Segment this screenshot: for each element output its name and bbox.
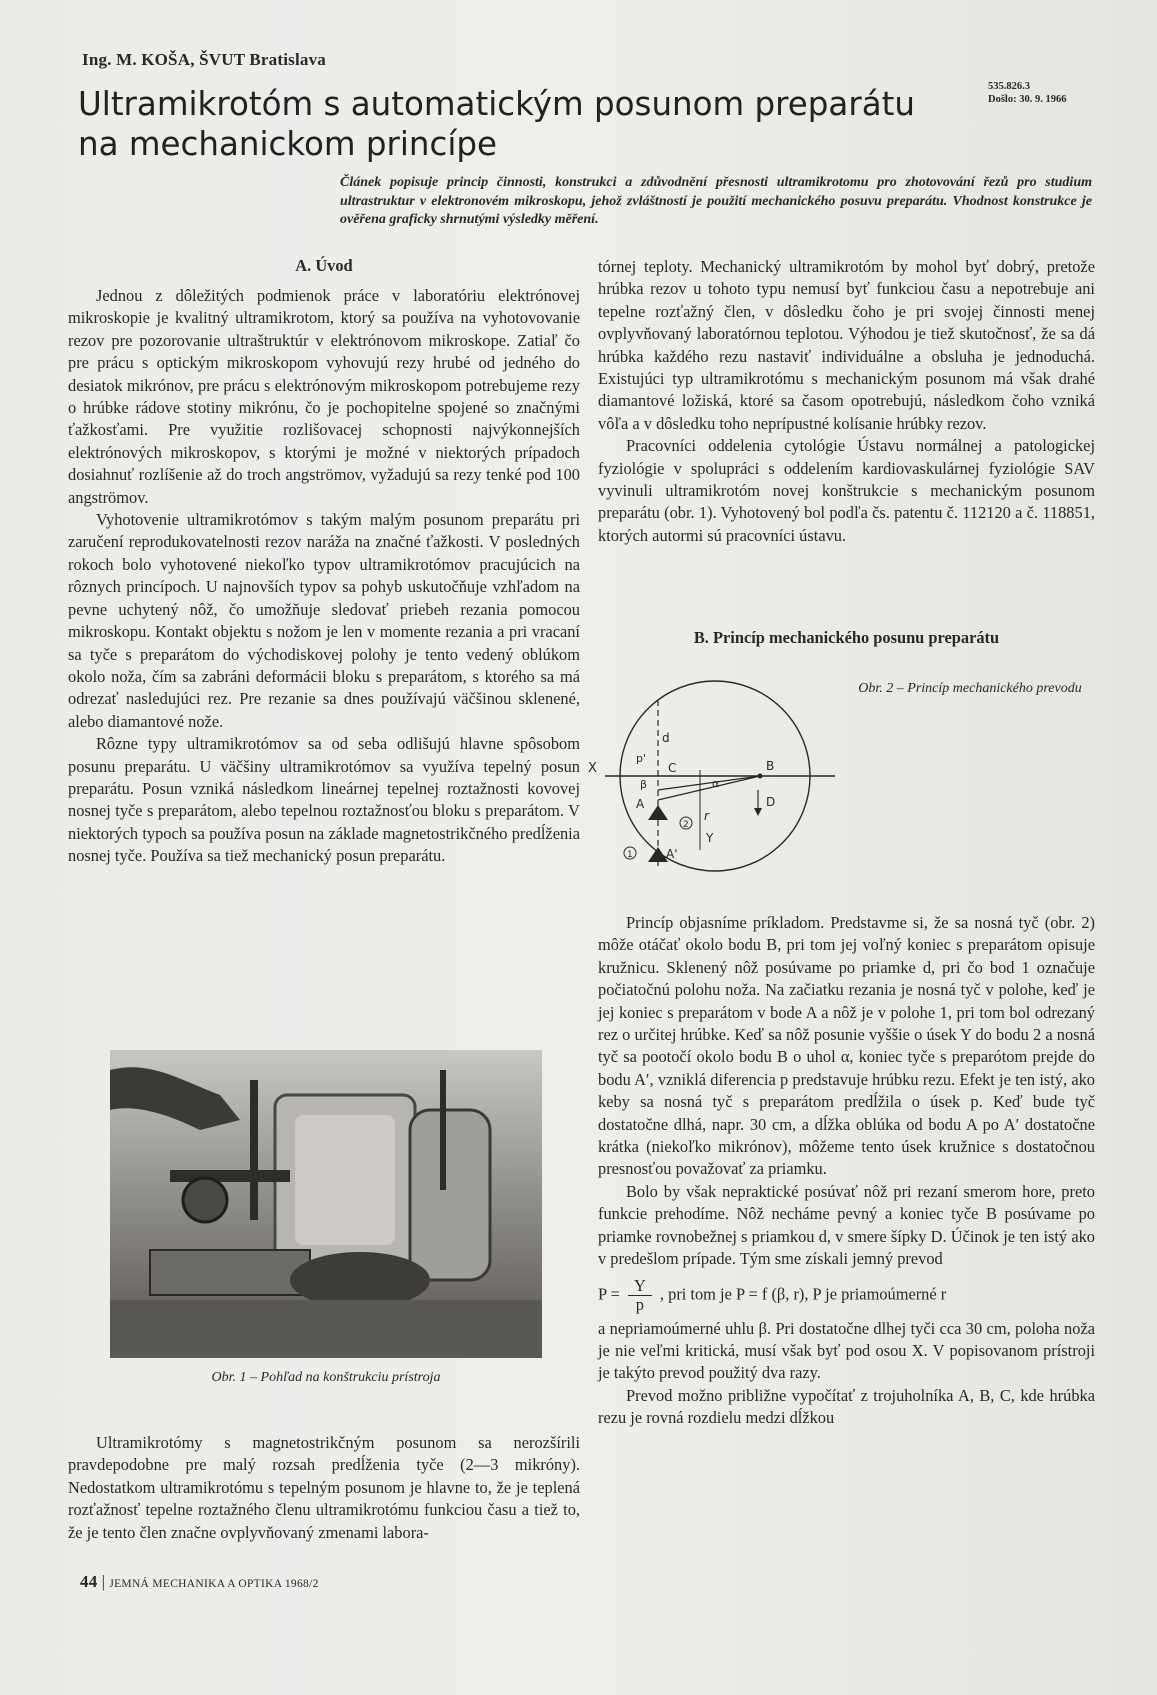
right-column-lower: [598, 912, 1095, 1430]
figure-2-caption: Obr. 2 – Princíp mechanického prevodu: [858, 681, 1082, 696]
paragraph: Rôzne typy ultramikrotómov sa od seba odlišujú hlavne spôsobom posunu preparátu. U väčšiny ultramikrotómov sa využíva tepelný posun preparátu. Posun vzniká následkom lineárnej tepelnej roztažnosti kovovej nosnej tyče s preparátom, alebo tepelnou roztažnosťou bloku s preparátom. V niektorých typoch sa používa posun na základe magnetostrikčného predĺženia nosnej tyče. Používa sa tiež mechanický posun preparátu.: [68, 734, 580, 866]
point-b: [758, 774, 763, 779]
knife-position-1: [648, 847, 668, 862]
label-y: Y: [706, 831, 714, 845]
paragraph: Ultramikrotómy s magnetostrikčným posunom sa nerozšírili pravdepodobne pre malý rozsah predĺženia tyče (2—3 mikróny). Nedostatkom ultramikrotómu s tepelným posunom je hlavne to, že je teplená rozťažnosť tepelne roztažného členu ultramikrotómu funkciou času a tiež to, že je tento člen značne ovplyvňovaný zmenami labora-: [68, 1433, 580, 1542]
page-number: 44: [80, 1572, 98, 1591]
paragraph: Princíp objasníme príkladom. Predstavme si, že sa nosná tyč (obr. 2) môže otáčať okolo bodu B, pri tom jej voľný koniec s preparátom opisuje kružnicu. Sklenený nôž posúvame po priamke d, pri čo bod 1 označuje počiatočnú polohu noža. Na začiatku rezania je nosná tyč v polohe, keď je jej koniec s preparátom v bode A a nôž je v polohe 1, pri tom bol odrezaný rez o určitej hrúbke. Keď sa nôž posunie vyššie o úsek Y do bodu 2 a nosná tyč sa pootočí okolo bodu B o uhol α, koniec tyče s preparótom prejde do bodu A′, vzniklá diferencia p predstavuje hrúbku rezu. Efekt je ten istý, ako keby sa nosná tyč s preparátom predĺžila o úsek p. Keď bude tyč dostatočne dlhá, napr. 30 cm, a dĺžka oblúka od bodu A po A′ dostatočne krátka (niekoľko mikrónov), môžeme tento úsek kružnice s dostatočnou presnosťou považovať za priamku.: [598, 913, 1095, 1179]
title-line-2: na mechanickom princípe: [78, 125, 498, 163]
abstract: Článek popisuje princip činnosti, konstrukci a zdůvodnění přesnosti ultramikrotomu pro zhotovování řezů pro studium ultrastruktur v elektronovém mikroskopu, jehož zvláštností je použití mechanického posuvu preparátu. Vhodnost konstrukce je ověřena graficky shrnutými výsledky měření.: [340, 175, 1092, 227]
section-a-heading: A. Úvod: [295, 256, 353, 275]
label-beta: β: [640, 778, 648, 791]
paragraph: Vyhotovenie ultramikrotómov s takým malým posunom preparátu pri zaručení reprodukovatelnosti rezov naráža na značné ťažkosti. V posledných rokoch bolo vyhotovené niekoľko typov ultramikrotómov pracujúcich na rôznych princípoch. U najnovších typov sa pohyb uskutočňuje vzhľadom na pevne uchytený nôž, čo umožňuje sledovať priebeh rezania pomocou mikroskopu. Kontakt objektu s nožom je len v momente rezania a pri vracaní sa tyče s preparátom do východiskovej polohy je tento vedený oblúkom okolo noža, čím sa zabráni deformácii bloku s preparátom, s ktorého sa má odrezať nasledujúci rez. Pre rezanie sa dnes používajú väčšinou sklenené, alebo diamantové nože.: [68, 510, 580, 731]
label-one: 1: [627, 850, 633, 860]
label-r: r: [704, 809, 709, 823]
label-a-prime: A': [666, 847, 678, 861]
label-alpha: α: [712, 777, 720, 790]
classification-block: [988, 80, 1066, 106]
left-column-upper: [68, 285, 580, 868]
right-column-upper: [598, 256, 1095, 547]
formula-line: [598, 1277, 1095, 1314]
paragraph: Pracovníci oddelenia cytológie Ústavu normálnej a patologickej fyziológie v spolupráci s oddelením kardiovaskulárnej fyziológie SAV vyvinuli ultramikrotóm novej konštrukcie s mechanickým posunom preparátu (obr. 1). Vyhotovený bol podľa čs. patentu č. 112120 a č. 118851, ktorých autormi sú pracovníci ústavu.: [598, 436, 1095, 545]
received-date: Došlo: 30. 9. 1966: [988, 94, 1067, 105]
label-two: 2: [683, 820, 689, 830]
paragraph: Jednou z dôležitých podmienok práce v laboratóriu elektrónovej mikroskopie je kvalitný ultramikrotom, ktorý sa používa na vyhotovovanie rezov pre pozorovanie ultraštruktúr v elektrónovom mikroskope. Zatiaľ čo pre prácu s optickým mikroskopom vyhovujú rezy hrubé od jedného do desiatok mikrónov, pre prácu s elektrónovým mikroskopom potrebujeme rezy o hrúbke rádove stotiny mikrónu, čo je pochopitelne spojené so značnými ťažkosťami. Pre využitie rozlišovacej schopnosti najvýkonnejších elektrónových mikroskopov, s ktorými je možné v niektorých prípadoch dosiahnuť rozlíšenie až do troch angströmov, vyžadujú sa rezy tenké pod 100 angströmov.: [68, 286, 580, 507]
label-a: A: [636, 797, 645, 811]
author-line: Ing. M. KOŠA, ŠVUT Bratislava: [82, 50, 326, 69]
figure-1-caption: Obr. 1 – Pohľad na konštrukciu prístroja: [211, 1370, 441, 1385]
footer-separator: |: [101, 1572, 106, 1591]
udc-code: 535.826.3: [988, 81, 1030, 92]
page-footer: [80, 1572, 319, 1592]
figure-2-diagram: [588, 680, 840, 880]
section-b-heading: B. Princíp mechanického posunu preparátu: [693, 628, 1000, 647]
formula-numerator: Y: [628, 1277, 652, 1296]
knife-position-2: [648, 805, 668, 820]
paragraph: Bolo by však nepraktické posúvať nôž pri rezaní smerom hore, preto funkcie prehodíme. Nôž necháme pevný a koniec tyče B posúvame po priamke rovnobežnej s priamkou d, v smere šípky D. Účinok je ten istý ako v predešlom prípade. Tým sme získali jemný prevod: [598, 1181, 1095, 1269]
paragraph: Prevod možno približne vypočítať z trojuholníka A, B, C, kde hrúbka rezu je rovná rozdielu medzi dĺžkou: [598, 1385, 1095, 1428]
figure-1-photo: [110, 1050, 542, 1358]
label-d-upper: D: [766, 795, 776, 809]
label-c: C: [668, 761, 677, 775]
label-b: B: [766, 759, 775, 773]
journal-name: JEMNÁ MECHANIKA A OPTIKA 1968/2: [109, 1578, 319, 1590]
mechanical-transmission-diagram: [588, 680, 840, 880]
formula-fraction: [628, 1277, 652, 1314]
article-title: [78, 84, 915, 164]
formula-denominator: p: [635, 1294, 644, 1314]
paragraph: a nepriamoúmerné uhlu β. Pri dostatočne dlhej tyči cca 30 cm, poloha noža je nie veľmi kritická, musí však byť pod osou X. V popisovanom prístroji je takýto prevod použitý dva razy.: [598, 1318, 1095, 1383]
apparatus-photo-illustration: [110, 1050, 542, 1358]
formula-lhs: P =: [598, 1283, 620, 1303]
label-p-prime: p': [636, 752, 647, 765]
title-line-1: Ultramikrotóm s automatickým posunom preparátu: [78, 85, 915, 123]
formula-rest: , pri tom je P = f (β, r), P je priamoúmerné r: [659, 1283, 947, 1303]
label-d-lower: d: [662, 731, 670, 745]
paragraph: tórnej teploty. Mechanický ultramikrotóm by mohol byť dobrý, pretože hrúbka rezov u tohoto typu nemusí byť funkciou času a nepotrebuje ani tepelne rozťažný člen, v dôsledku čoho je pri svojej činnosti menej ovplyvňovaný laboratórnou teplotou. Výhodou je tiež skutočnosť, že sa dá hrúbka každého rezu nastaviť individuálne a obsluha je jednoduchá. Existujúci typ ultramikrotómu s mechanickým posunom má však drahé diamantové ložiská, ktoré sa časom opotrebujú, následkom čoho vzniká vôľa a v dôsledku toho neprípustné kolísanie hrúbky rezov.: [598, 257, 1095, 433]
left-column-lower: [68, 1432, 580, 1544]
arrow-d-head: [754, 808, 762, 816]
label-x: X: [588, 761, 597, 776]
